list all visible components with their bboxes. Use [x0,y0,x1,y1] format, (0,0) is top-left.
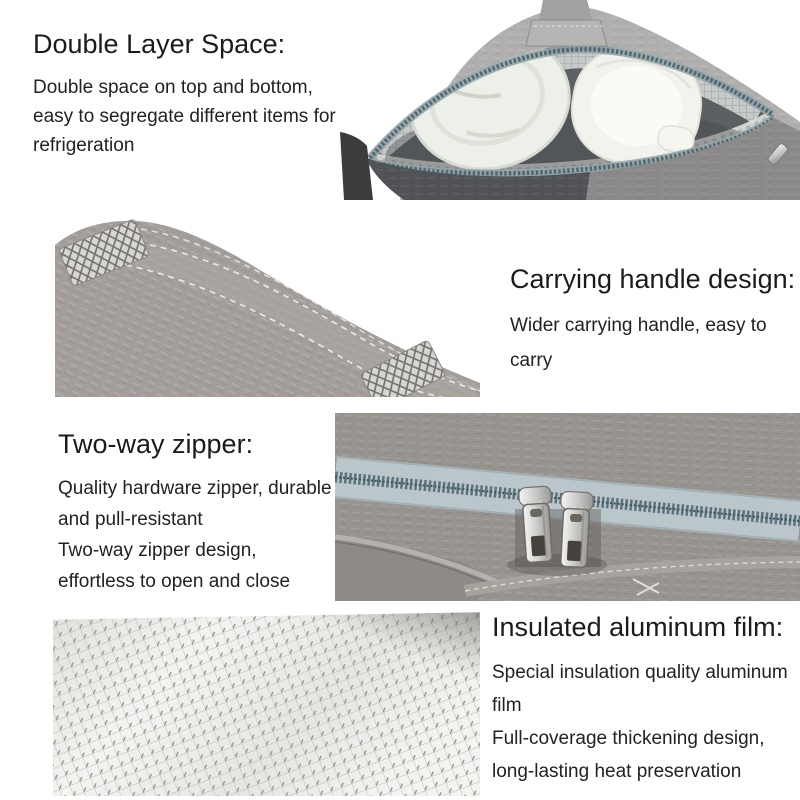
feature-line: Double space on top and bottom, [33,77,313,98]
feature-line: easy to segregate different items for [33,106,336,127]
feature-line: effortless to open and close [58,571,291,592]
feature-body-aluminum-film [492,656,788,788]
feature-heading-aluminum-film: Insulated aluminum film: [492,612,784,642]
aluminum-film-sheet [53,612,480,796]
feature-line: Wider carrying handle, easy to [510,315,767,336]
feature-line: refrigeration [33,135,135,156]
feature-line: Two-way zipper design, [58,540,257,561]
feature-line: Full-coverage thickening design, [492,728,765,749]
feature-body-carrying-handle [510,308,795,378]
feature-text-aluminum-film [492,610,788,788]
feature-line: Quality hardware zipper, durable [58,478,332,499]
feature-text-carrying-handle [510,262,795,378]
feature-line: and pull-resistant [58,509,203,530]
feature-line: film [492,695,522,716]
bag-top-strap [526,0,607,46]
feature-text-two-way-zipper [58,427,332,597]
feature-text-double-layer [33,27,336,160]
photo-zipper-pulls [335,413,800,601]
feature-body-two-way-zipper [58,473,332,597]
photo-aluminum-film [53,612,480,796]
feature-body-double-layer [33,73,336,160]
side-handle-loop [340,132,373,200]
photo-open-bag-with-bottles [340,0,800,200]
photo-carrying-handle [55,215,480,397]
feature-heading-two-way-zipper: Two-way zipper: [58,429,254,459]
feature-line: carry [510,350,553,371]
feature-line: long-lasting heat preservation [492,761,742,782]
feature-heading-double-layer: Double Layer Space: [33,29,286,59]
feature-heading-carrying-handle: Carrying handle design: [510,264,796,294]
feature-line: Special insulation quality aluminum [492,662,788,683]
